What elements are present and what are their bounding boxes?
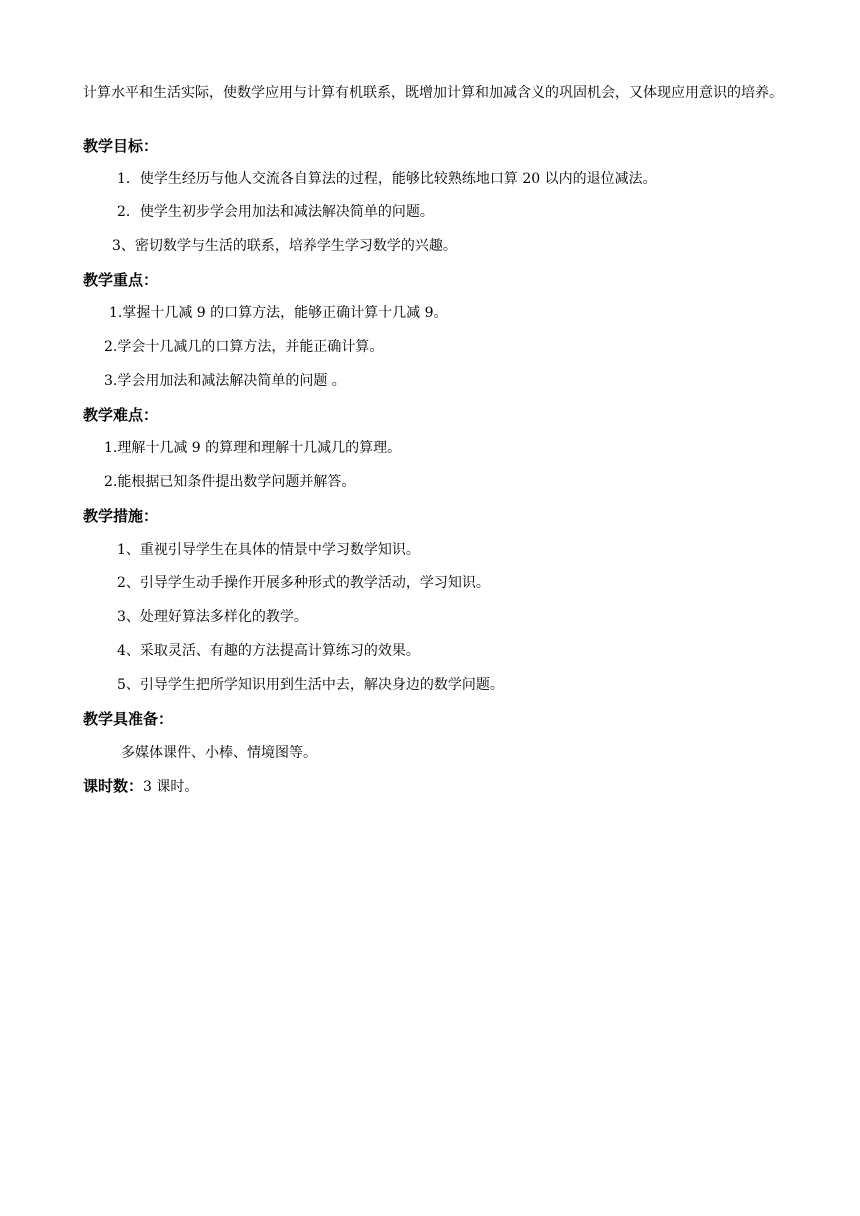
measure-item-1: 1、重视引导学生在具体的情景中学习数学知识。: [117, 542, 420, 558]
key-point-item-1: 1.掌握十几减 9 的口算方法，能够正确计算十几减 9。: [109, 305, 448, 321]
measure-item-3: 3、处理好算法多样化的教学。: [117, 609, 308, 625]
goals-heading: 教学目标：: [83, 137, 159, 155]
difficulties-heading: 教学难点：: [83, 406, 159, 424]
measures-heading: 教学措施：: [83, 507, 159, 525]
periods-line: [83, 776, 198, 797]
measure-item-4: 4、采取灵活、有趣的方法提高计算练习的效果。: [117, 643, 420, 659]
periods-heading: 课时数：: [83, 777, 144, 795]
key-points-heading: 教学重点：: [83, 271, 159, 289]
goal-item-2: 2．使学生初步学会用加法和减法解决简单的问题。: [117, 204, 434, 220]
key-point-item-2: 2.学会十几减几的口算方法，并能正确计算。: [104, 339, 384, 355]
measure-item-5: 5、引导学生把所学知识用到生活中去，解决身边的数学问题。: [117, 677, 504, 693]
difficulty-item-2: 2.能根据已知条件提出数学问题并解答。: [104, 474, 356, 490]
periods-value: 3 课时。: [143, 779, 199, 795]
materials-heading: 教学具准备：: [83, 710, 174, 728]
difficulty-item-1: 1.理解十几减 9 的算理和理解十几减几的算理。: [104, 440, 402, 456]
goal-item-3: 3、密切数学与生活的联系，培养学生学习数学的兴趣。: [112, 238, 457, 254]
materials-item-1: 多媒体课件、小棒、情境图等。: [121, 745, 317, 761]
key-point-item-3: 3.学会用加法和减法解决简单的问题 。: [104, 373, 346, 389]
measure-item-2: 2、引导学生动手操作开展多种形式的教学活动，学习知识。: [117, 575, 490, 591]
intro-paragraph: 计算水平和生活实际，使数学应用与计算有机联系，既增加计算和加减含义的巩固机会，又体现应用意识的培养。: [83, 85, 783, 101]
goal-item-1: 1．使学生经历与他人交流各自算法的过程，能够比较熟练地口算 20 以内的退位减法。: [117, 171, 657, 187]
